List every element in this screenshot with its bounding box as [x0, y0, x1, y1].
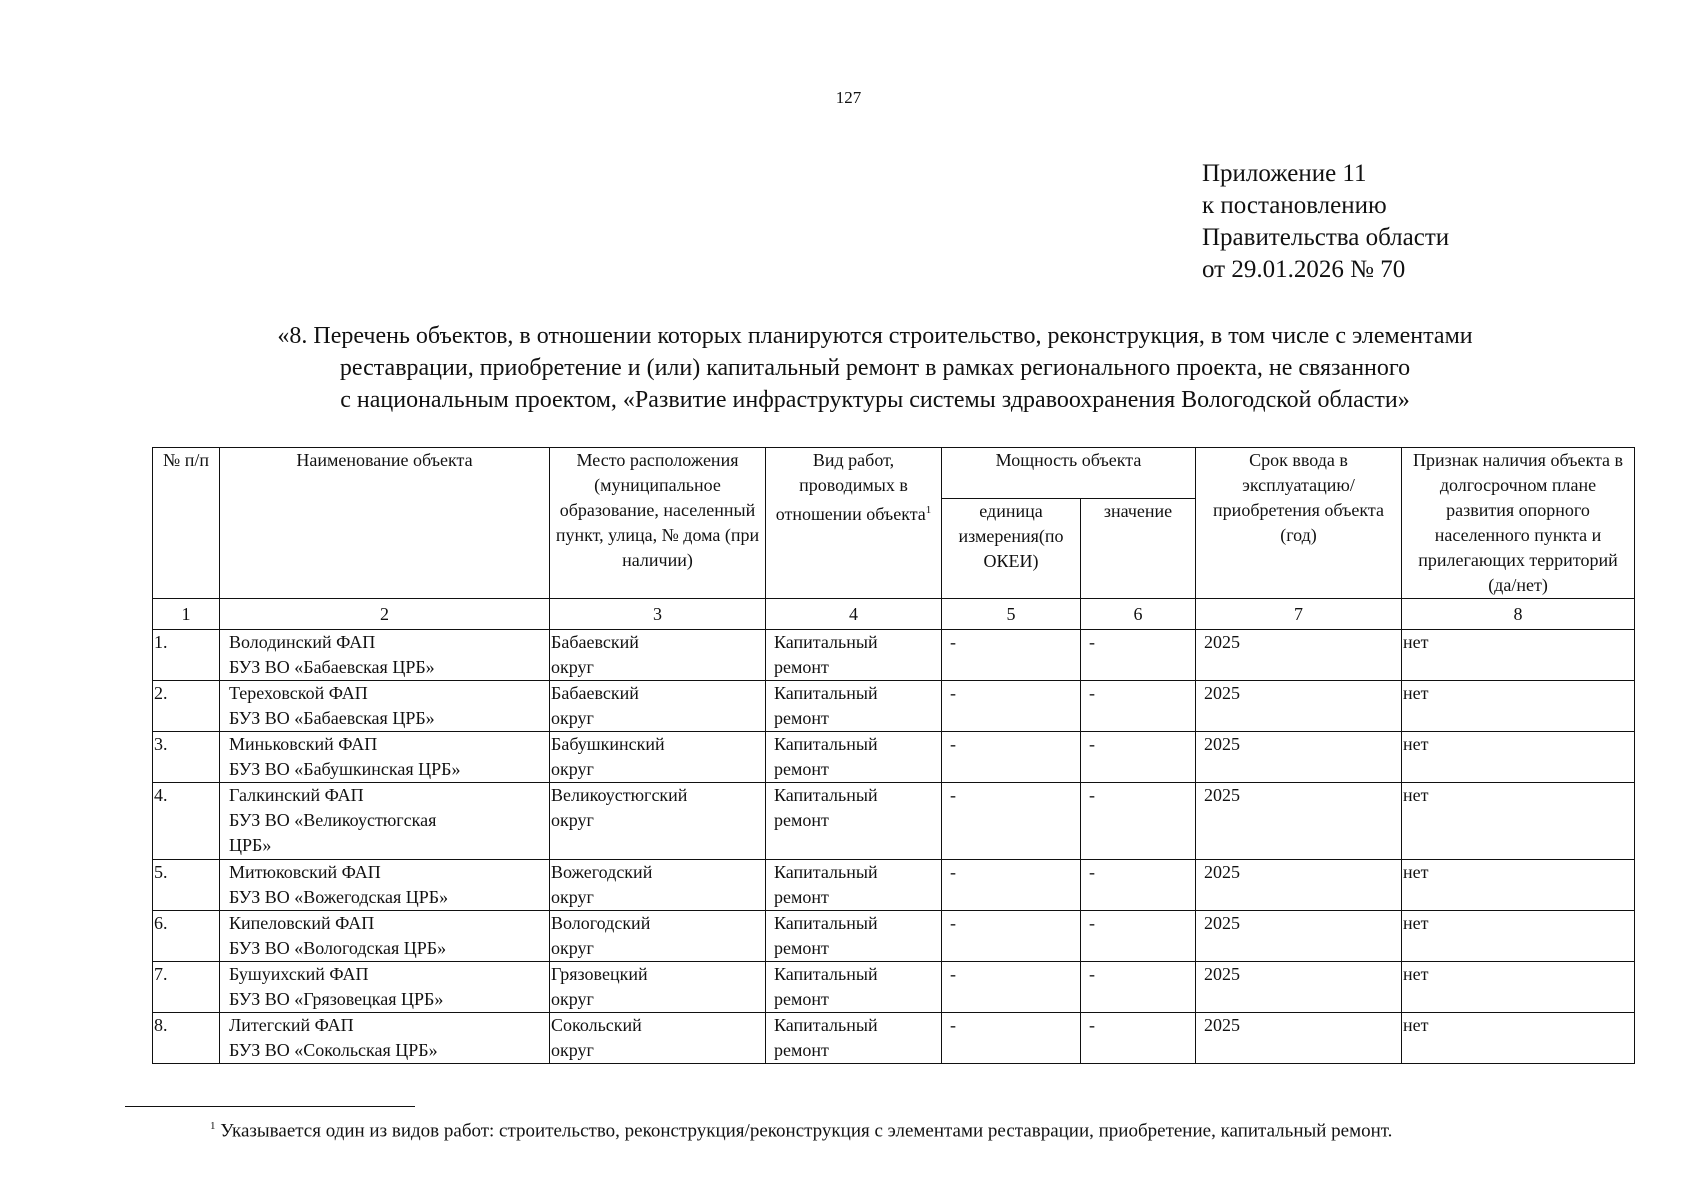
cell-place-line: Бабаевский — [551, 683, 639, 703]
table-body — [153, 630, 1635, 1064]
cell-value — [1081, 732, 1196, 783]
cell-unit — [942, 1013, 1081, 1064]
cell-year-line: 2025 — [1204, 913, 1240, 933]
column-number: 7 — [1196, 599, 1402, 630]
cell-year — [1196, 962, 1402, 1013]
table-row — [153, 630, 1635, 681]
objects-table — [152, 447, 1635, 1064]
cell-no — [153, 1013, 220, 1064]
cell-name-line: БУЗ ВО «Грязовецкая ЦРБ» — [229, 989, 444, 1009]
cell-name-line: Миньковский ФАП — [229, 734, 378, 754]
cell-year — [1196, 911, 1402, 962]
cell-place-line: Бабаевский — [551, 632, 639, 652]
cell-sign-line: нет — [1403, 785, 1429, 805]
cell-no — [153, 962, 220, 1013]
cell-unit-line: - — [950, 913, 956, 933]
appendix-line: от 29.01.2026 № 70 — [1202, 256, 1406, 283]
cell-name — [220, 962, 550, 1013]
cell-name — [220, 630, 550, 681]
cell-sign-line: нет — [1403, 913, 1429, 933]
cell-sign-line: нет — [1403, 862, 1429, 882]
cell-place — [550, 962, 766, 1013]
cell-name-line: Митюковский ФАП — [229, 862, 381, 882]
cell-sign — [1402, 860, 1635, 911]
appendix-block — [1202, 158, 1449, 286]
cell-work-line: ремонт — [774, 810, 829, 830]
cell-work-line: Капитальный — [774, 632, 878, 652]
cell-value-line: - — [1089, 913, 1095, 933]
cell-work-line: ремонт — [774, 887, 829, 907]
cell-work — [766, 860, 942, 911]
table-row — [153, 783, 1635, 860]
header-work — [766, 448, 942, 599]
cell-value — [1081, 911, 1196, 962]
cell-place — [550, 630, 766, 681]
cell-place-line: Сокольский — [551, 1015, 642, 1035]
cell-year — [1196, 860, 1402, 911]
cell-name — [220, 911, 550, 962]
cell-unit — [942, 911, 1081, 962]
cell-year-line: 2025 — [1204, 964, 1240, 984]
cell-no — [153, 630, 220, 681]
cell-value-line: - — [1089, 683, 1095, 703]
cell-place — [550, 860, 766, 911]
header-work-text: Вид работ, проводимых в отношении объекта — [775, 450, 926, 524]
cell-no-line: 4. — [154, 785, 168, 805]
cell-no-line: 5. — [154, 862, 168, 882]
cell-place-line: Великоустюгский — [551, 785, 688, 805]
cell-work-line: ремонт — [774, 708, 829, 728]
cell-unit-line: - — [950, 734, 956, 754]
cell-unit — [942, 681, 1081, 732]
column-number: 6 — [1081, 599, 1196, 630]
cell-name-line: Галкинский ФАП — [229, 785, 364, 805]
header-name: Наименование объекта — [220, 448, 550, 599]
heading-line: реставрации, приобретение и (или) капитальный ремонт в рамках регионального проекта, не связанного — [339, 355, 1411, 381]
cell-sign-line: нет — [1403, 632, 1429, 652]
appendix-line: Приложение 11 — [1202, 160, 1367, 187]
cell-sign-line: нет — [1403, 683, 1429, 703]
cell-no — [153, 681, 220, 732]
cell-year-line: 2025 — [1204, 683, 1240, 703]
appendix-line: к постановлению — [1202, 192, 1387, 219]
cell-unit-line: - — [950, 1015, 956, 1035]
cell-sign — [1402, 732, 1635, 783]
cell-value-line: - — [1089, 632, 1095, 652]
cell-value-line: - — [1089, 862, 1095, 882]
cell-value-line: - — [1089, 734, 1095, 754]
cell-work-line: Капитальный — [774, 862, 878, 882]
column-number: 8 — [1402, 599, 1635, 630]
cell-year — [1196, 1013, 1402, 1064]
cell-work-line: Капитальный — [774, 1015, 878, 1035]
cell-sign — [1402, 1013, 1635, 1064]
cell-name — [220, 1013, 550, 1064]
cell-work-line: Капитальный — [774, 964, 878, 984]
table-row — [153, 732, 1635, 783]
cell-work-line: ремонт — [774, 938, 829, 958]
cell-place-line: Грязовецкий — [551, 964, 648, 984]
cell-unit-line: - — [950, 785, 956, 805]
cell-name-line: БУЗ ВО «Вожегодская ЦРБ» — [229, 887, 449, 907]
cell-place — [550, 783, 766, 860]
cell-unit — [942, 630, 1081, 681]
cell-sign-line: нет — [1403, 964, 1429, 984]
cell-name-line: Кипеловский ФАП — [229, 913, 375, 933]
cell-name-line: Тереховской ФАП — [229, 683, 368, 703]
cell-unit-line: - — [950, 632, 956, 652]
header-value: значение — [1081, 499, 1196, 599]
cell-place — [550, 911, 766, 962]
cell-place-line: округ — [551, 989, 594, 1009]
table-row — [153, 962, 1635, 1013]
cell-no-line: 6. — [154, 913, 168, 933]
cell-place-line: Вологодский — [551, 913, 651, 933]
cell-name-line: Володинский ФАП — [229, 632, 376, 652]
cell-name-line: Литегский ФАП — [229, 1015, 354, 1035]
cell-sign — [1402, 962, 1635, 1013]
cell-unit-line: - — [950, 683, 956, 703]
cell-work-line: Капитальный — [774, 785, 878, 805]
page-number: 127 — [835, 88, 862, 107]
table-row — [153, 1013, 1635, 1064]
cell-name — [220, 732, 550, 783]
table-row — [153, 911, 1635, 962]
cell-work — [766, 732, 942, 783]
cell-no — [153, 732, 220, 783]
cell-value — [1081, 630, 1196, 681]
cell-place — [550, 732, 766, 783]
cell-no — [153, 783, 220, 860]
cell-value — [1081, 860, 1196, 911]
appendix-line: Правительства области — [1202, 224, 1450, 251]
cell-name — [220, 860, 550, 911]
cell-no-line: 7. — [154, 964, 168, 984]
cell-place-line: Вожегодский — [551, 862, 653, 882]
cell-value-line: - — [1089, 1015, 1095, 1035]
cell-place-line: округ — [551, 708, 594, 728]
cell-name-line: БУЗ ВО «Бабаевская ЦРБ» — [229, 657, 435, 677]
column-number: 3 — [550, 599, 766, 630]
cell-year-line: 2025 — [1204, 862, 1240, 882]
table-row — [153, 681, 1635, 732]
cell-sign — [1402, 681, 1635, 732]
cell-name-line: БУЗ ВО «Вологодская ЦРБ» — [229, 938, 447, 958]
cell-name-line: БУЗ ВО «Бабушкинская ЦРБ» — [229, 759, 461, 779]
cell-no — [153, 911, 220, 962]
cell-year-line: 2025 — [1204, 632, 1240, 652]
footnote-mark: 1 — [925, 504, 932, 516]
cell-work — [766, 681, 942, 732]
cell-name — [220, 681, 550, 732]
header-no: № п/п — [153, 448, 220, 599]
cell-work-line: Капитальный — [774, 683, 878, 703]
cell-work-line: ремонт — [774, 759, 829, 779]
cell-no — [153, 860, 220, 911]
cell-unit — [942, 860, 1081, 911]
cell-place-line: округ — [551, 1040, 594, 1060]
cell-unit-line: - — [950, 964, 956, 984]
cell-name-line: БУЗ ВО «Сокольская ЦРБ» — [229, 1040, 438, 1060]
cell-name-line: БУЗ ВО «Бабаевская ЦРБ» — [229, 708, 435, 728]
footnote-divider — [125, 1106, 415, 1107]
cell-unit — [942, 962, 1081, 1013]
cell-name-line: ЦРБ» — [229, 835, 272, 855]
cell-place-line: округ — [551, 657, 594, 677]
header-sign: Признак наличия объекта в долгосрочном плане развития опорного населенного пункта и прилегающих территорий (да/нет) — [1402, 448, 1635, 599]
cell-year — [1196, 732, 1402, 783]
footnote-mark: 1 — [210, 1120, 216, 1132]
cell-no-line: 1. — [154, 632, 168, 652]
cell-year — [1196, 630, 1402, 681]
cell-unit — [942, 732, 1081, 783]
cell-work — [766, 911, 942, 962]
header-unit: единица измерения(по ОКЕИ) — [942, 499, 1081, 599]
header-capacity: Мощность объекта — [942, 448, 1196, 499]
cell-place — [550, 681, 766, 732]
heading-line: с национальным проектом, «Развитие инфраструктуры системы здравоохранения Вологодской области» — [340, 387, 1410, 413]
cell-place-line: Бабушкинский — [551, 734, 665, 754]
cell-work-line: Капитальный — [774, 913, 878, 933]
cell-sign — [1402, 783, 1635, 860]
cell-work-line: ремонт — [774, 989, 829, 1009]
cell-unit — [942, 783, 1081, 860]
cell-work-line: ремонт — [774, 1040, 829, 1060]
cell-value-line: - — [1089, 785, 1095, 805]
cell-name-line: БУЗ ВО «Великоустюгская — [229, 810, 437, 830]
cell-name — [220, 783, 550, 860]
header-place: Место расположения (муниципальное образование, населенный пункт, улица, № дома (при наличии) — [550, 448, 766, 599]
column-number: 1 — [153, 599, 220, 630]
footnote — [210, 1120, 1392, 1142]
cell-value — [1081, 1013, 1196, 1064]
cell-work-line: ремонт — [774, 657, 829, 677]
cell-sign — [1402, 911, 1635, 962]
column-number: 2 — [220, 599, 550, 630]
cell-work — [766, 962, 942, 1013]
cell-value — [1081, 962, 1196, 1013]
table-row — [153, 860, 1635, 911]
cell-no-line: 3. — [154, 734, 168, 754]
cell-sign — [1402, 630, 1635, 681]
cell-no-line: 8. — [154, 1015, 168, 1035]
document-heading — [150, 320, 1600, 416]
cell-unit-line: - — [950, 862, 956, 882]
column-number: 4 — [766, 599, 942, 630]
cell-year — [1196, 783, 1402, 860]
cell-year — [1196, 681, 1402, 732]
cell-year-line: 2025 — [1204, 734, 1240, 754]
cell-work — [766, 1013, 942, 1064]
footnote-text: Указывается один из видов работ: строительство, реконструкция/реконструкция с элементами реставрации, приобретение, капитальный ремонт. — [220, 1120, 1393, 1142]
cell-value — [1081, 783, 1196, 860]
cell-place-line: округ — [551, 938, 594, 958]
cell-place — [550, 1013, 766, 1064]
cell-no-line: 2. — [154, 683, 168, 703]
cell-name-line: Бушуихский ФАП — [229, 964, 369, 984]
cell-work — [766, 783, 942, 860]
cell-place-line: округ — [551, 887, 594, 907]
cell-value-line: - — [1089, 964, 1095, 984]
cell-year-line: 2025 — [1204, 785, 1240, 805]
cell-work-line: Капитальный — [774, 734, 878, 754]
column-number: 5 — [942, 599, 1081, 630]
header-year: Срок ввода в эксплуатацию/приобретения объекта (год) — [1196, 448, 1402, 599]
heading-line: «8. Перечень объектов, в отношении которых планируются строительство, реконструкция, в том числе с элементами — [277, 323, 1473, 349]
cell-value — [1081, 681, 1196, 732]
cell-sign-line: нет — [1403, 734, 1429, 754]
cell-work — [766, 630, 942, 681]
cell-place-line: округ — [551, 759, 594, 779]
cell-sign-line: нет — [1403, 1015, 1429, 1035]
cell-place-line: округ — [551, 810, 594, 830]
cell-year-line: 2025 — [1204, 1015, 1240, 1035]
